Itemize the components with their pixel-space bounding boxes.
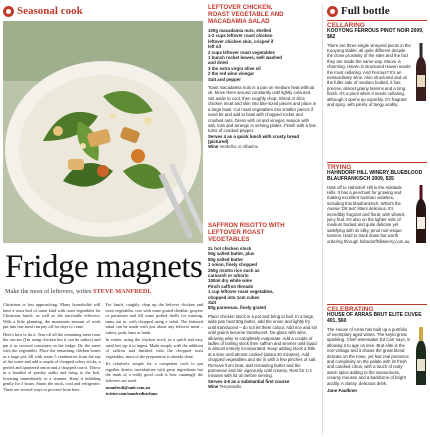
article-standfirst	[5, 288, 203, 295]
full-bottle-title: Full bottle	[341, 5, 390, 17]
body-paragraph: Christmas is fast approaching. Many households will have a roast bird of some kind with roast vegetables for Christmas lunch, as well as the inevitable leftovers. With a little planning, the mountains amount of work put into one meal can pay off for days to come.	[3, 302, 101, 329]
wine-category: TRYING	[327, 162, 427, 171]
body-column-1	[3, 302, 101, 396]
recipe-title-line: ROAST VEGETABLE AND	[208, 11, 284, 18]
ingredient: left oil	[208, 44, 221, 50]
sparkling-bottle-icon	[415, 327, 427, 385]
wine-name: HAHNDORF HILL WINERY BLUEBLOOD BLAUFRANKISCH 2009, $35	[327, 170, 423, 182]
ingredient: 1-2 cups leftover roast chicken	[208, 33, 273, 39]
recipe-serves: Serves 4-6 as a substantial first course	[208, 378, 290, 384]
wine-review-text: There are three single vineyard pinots in the Kooyong stable, all quite different despite the close proximity of the sites and the fact they are made the same way. Meoru is charming, Haven is structured Haven needs the most cellaring. And Ferrous? It's an extraordinary wine. Also structured and on the fuller side of medium bodied, it has precise, almost grainy tannins and a long finish. It's a pinot when it needs cellaring, although it opens up superbly. It's fragrant and spicy, with plenty of tangy acidity.	[327, 42, 411, 108]
body-paragraph: For lunch, roughly chop up the leftover chicken and roast vegetables, toss with some grated cheddar, gruyere or parmesan and fill some puffed shells (or toasting, turns out to, with chopped using a salad. The featured salad can be made with just about any leftover meat – turkey, pork, ham or lamb.	[105, 302, 203, 335]
recipe-serves: Serves 4 as a quick lunch with crusty bread (pictured)	[208, 133, 300, 144]
ingredient-list	[208, 246, 318, 311]
article-headline: Fridge magnets	[5, 249, 203, 285]
recipe-title-line: VEGETABLES	[208, 236, 250, 243]
seasonal-cook-column	[3, 4, 203, 434]
wine-category: CELLARING	[327, 20, 427, 29]
salad-illustration	[3, 21, 203, 243]
body-paragraph: Here's how to do it. Tear off all the remaining meat from the carcass (I'm using chicken but it can be turkey) and put it in covered containers in the fridge. Do the same with the vegetables. Place the remaining chicken bones in a large pot, fill with water 5 centimetres from the top of the water and add a couple of chopped celery sticks, a peeled and quartered onion and a chopped carrot. Throw in a handful of parsley stalks and bring to the boil, lowering immediately to a simmer. Keep it bubbling gently for 3 hours. Strain the stock, cool and refrigerate. There are several ways to proceed from here.	[3, 331, 101, 392]
wine-review-text: The House of Arras has built up a portfolio of exemplary aged wines. The keyto great sparkling. Chief winemaker Ed Carr says, is allowing it to age on lees. Brut elite is the non-vintage and it shows the great blend delicate on the nose, yet has real presence and complexity on the palate with its fresh and candied citrus, with a touch of nutty warm spice adding to the savouriness, creamy mousse and a backbone of bright acidity. A classy, delicious drink.	[327, 326, 411, 386]
ingredient: 100ml dry white wine	[208, 278, 252, 284]
salad-photo	[3, 21, 203, 243]
body-paragraph: In winter, using the chicken stock, in a quick and easy meal lets sip it to ingest. Made simply with the addition of saffron and finished with the chopped roast vegetables, most of the preparation is already done.	[105, 337, 203, 359]
ingredient: 2 cups leftover roast vegetables	[208, 49, 275, 55]
wine-review-celebrating	[327, 304, 427, 393]
recipe-risotto	[208, 222, 318, 389]
wine-review-cellaring	[327, 20, 427, 107]
wine-bottle-icon	[415, 43, 427, 101]
section-title: Seasonal cook	[17, 5, 83, 17]
article-body	[3, 302, 203, 396]
wine-label: Wine	[208, 143, 219, 149]
contact-email: smanfredi@smh.com.au	[105, 385, 151, 390]
ingredient: 80g parmesan, finely grated	[208, 305, 267, 311]
contact-twitter: twitter.com/manfredistefano	[105, 390, 158, 396]
wine-match	[208, 384, 318, 389]
ingredient: Pinch saffron threads	[208, 283, 254, 289]
recipes-column	[208, 4, 318, 434]
wine-match	[208, 144, 318, 149]
ingredient: leftover chicken skin, crisped if	[208, 38, 274, 44]
recipe-title-line: SAFFRON RISOTTO WITH	[208, 222, 285, 229]
ingredient: 80g salted butter	[208, 256, 244, 262]
recipe-method: Place chicken stock in a pot and bring to boil. In a large, wide pan heat 50g butter, add the onion and lightly fry until translucent – do not let them colour. Add rice and stir until grains become translucent. De-glaze with wine, allowing wine to completely evaporate. Add a couple of ladles of boiling stock then saffron and simmer until liquid is almost entirely incorporated. Keep adding stock a little at a time until almost cooked (about 20 minutes). Add chopped vegetables and stir in with a few pinches of salt. Remove from heat, add remaining butter and the parmesan and stir vigorously until creamy. Rest for 1-2 minutes with lid on before serving.	[208, 313, 318, 379]
wine-category: CELEBRATING	[327, 304, 427, 313]
recipe-title-line: LEFTOVER CHICKEN,	[208, 4, 273, 11]
ingredient: 2 tbs red wine vinegar	[208, 71, 255, 77]
wine-label: Wine	[208, 383, 219, 389]
body-column-2	[106, 302, 204, 396]
recipe-title-line: LEFTOVER ROAST	[208, 229, 265, 236]
ingredient: Salt and pepper	[208, 76, 241, 82]
wine-name: KOOYONG FERROUS PINOT NOIR 2009, $62	[327, 28, 424, 40]
ingredient: 1 cup leftover roast vegetables,	[208, 289, 274, 295]
ingredient: 3 tbs extra virgin olive oil	[208, 65, 261, 71]
ingredient-list	[208, 28, 318, 82]
full-bottle-column	[322, 4, 427, 434]
section-bullet-icon	[3, 6, 14, 17]
body-paragraph: It's relatively simple for a competent cook to put together drastic inoculations with great ingredients but the mark of a really good cook is how cunningly the leftovers are used.	[105, 361, 203, 383]
recipe-title	[208, 222, 318, 243]
author-byline: STEVE MANFREDI.	[92, 288, 152, 295]
ingredient: 100g macadamia nuts, shelled	[208, 28, 272, 33]
ingredient: 2L hot chicken stock	[208, 246, 252, 251]
recipe-salad	[208, 4, 318, 149]
ingredient: 50g salted butter, plus	[208, 251, 255, 257]
full-bottle-header	[327, 4, 427, 18]
ingredient: Salt	[208, 300, 217, 306]
wine-bottle-icon	[415, 185, 427, 243]
wine-name: HOUSE OF ARRAS BRUT ELITE CUVEE 401, $60	[327, 312, 422, 324]
standfirst-text: Make the most of leftovers, writes	[5, 288, 93, 295]
ingredient: carnaroli or arborio	[208, 273, 249, 279]
recipe-title-line: MACADAMIA SALAD	[208, 18, 270, 25]
recipe-title	[208, 4, 318, 25]
ingredient: 250g risotto rice such as	[208, 267, 260, 273]
ingredient: chopped into 1cm cubes	[208, 294, 260, 300]
ingredient: 1 onion, finely chopped	[208, 262, 258, 268]
recipe-method: Toast macadamia nuts in a pan on medium heat without oil. Move them around constantly until lightly coloured. Set aside to cool, then roughly chop. Shred or slice chicken meat and skin into bite-sized pieces and place in a large bowl. Cut roast vegetables into smaller pieces if need be and add to bowl with chopped rocket and crushed nuts. Dress with oil and vinegar, season with salt, toss and arrange in serving plates. Finish with a few turns of cracked pepper.	[208, 85, 317, 134]
section-bullet-icon	[327, 6, 338, 17]
ingredient: 1 bunch rocket leaves, well washed	[208, 55, 282, 61]
section-header	[3, 4, 203, 18]
wine-review-text: Hats off to Hahndorf Hill in the Adelaide Hills. It has a penchant for growing and making excellent Austrian varieties, including this blaufrankisch. What's the Aussie 'D9 test' litters delicious. It's incredibly fragrant and floral, with vibrant, juicy fruit. It's also on the lighter side of medium bodied and quite delicate yet satisfying with its silky, pinot noir-esque tannins. Hard to track down but worth ordering through hahndorfhillwinery.com.au.	[327, 184, 411, 244]
wine-review-trying	[327, 162, 427, 244]
critic-byline: Jane Faulkner	[327, 388, 358, 394]
wine-value: Verdelho or Albarino	[219, 143, 259, 149]
ingredient: and dried	[208, 60, 228, 66]
wine-value: Tempranillo	[219, 383, 242, 389]
